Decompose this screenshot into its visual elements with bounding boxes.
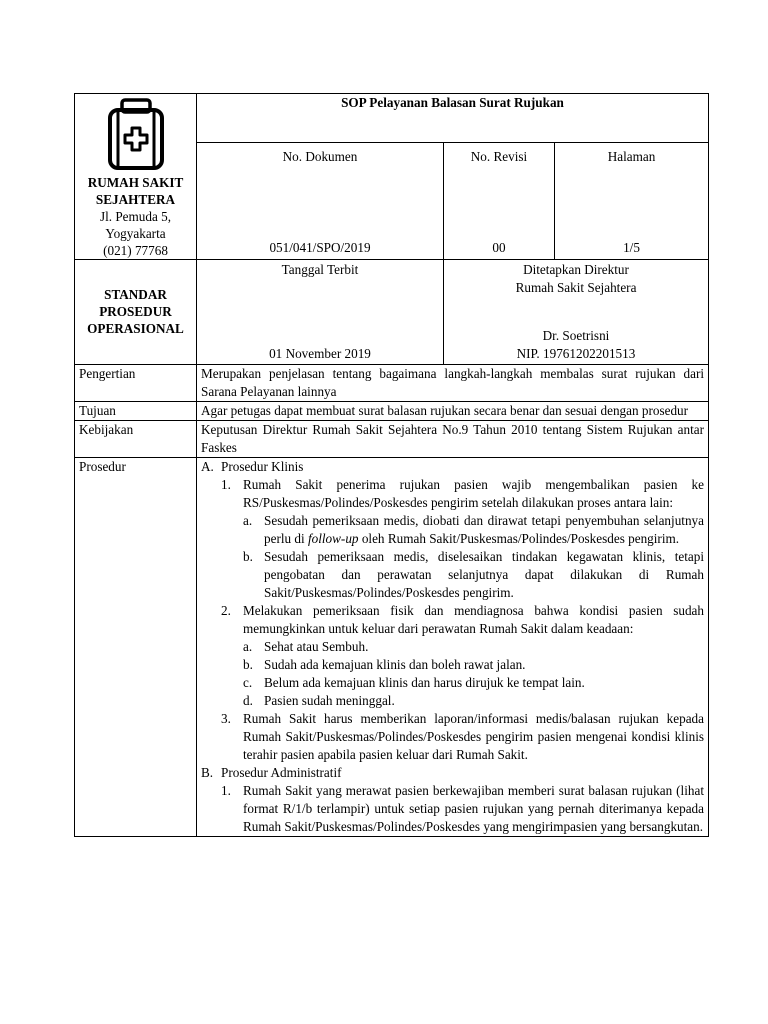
list-item-text [264,512,704,548]
page-value: 1/5 [623,240,640,255]
list-item [221,476,704,512]
hospital-name-line2: SEJAHTERA [95,192,176,207]
tujuan-text: Agar petugas dapat membuat surat balasan rujukan secara benar dan sesuai dengan prosedur [197,402,709,421]
tujuan-label: Tujuan [75,402,197,421]
list-item-text: Sudah ada kemajuan klinis dan boleh rawat jalan. [264,657,526,672]
header-title-row [75,94,709,143]
sop-table [74,93,709,837]
list-marker: a. [243,513,253,528]
doc-number-label: No. Dokumen [282,148,358,164]
sub-list [221,512,704,602]
document-title: SOP Pelayanan Balasan Surat Rujukan [197,94,709,143]
director-signature [444,327,708,363]
list-item [243,674,704,692]
hospital-name-line1: RUMAH SAKIT [87,175,184,190]
revision-value: 00 [492,240,506,255]
list-marker: d. [243,693,253,708]
kebijakan-row [75,421,709,458]
list-item [221,782,704,836]
list-marker: A. [201,459,214,474]
hospital-identity-cell [75,94,197,260]
section-a-heading [201,458,704,476]
medical-kit-icon [96,96,176,172]
section-b-title: Prosedur Administratif [221,765,342,780]
sop-line2: PROSEDUR [99,304,172,319]
section-b-heading [201,764,704,782]
list-item [243,692,704,710]
list-item-text: Rumah Sakit penerima rujukan pasien wajib mengembalikan pasien ke RS/Puskesmas/Polindes/Poskesdes pengirim setelah dilakukan proses antara lain: [243,477,704,510]
sop-label-cell [75,260,197,365]
tujuan-row [75,402,709,421]
issue-date-cell [197,260,444,365]
list-marker: b. [243,657,253,672]
list-item [243,512,704,548]
list-item-text: Belum ada kemajuan klinis dan harus dirujuk ke tempat lain. [264,675,585,690]
sop-line1: STANDAR [104,287,167,302]
address-line1: Jl. Pemuda 5, [99,209,172,224]
section-b-items [201,782,704,836]
pengertian-text: Merupakan penjelasan tentang bagaimana langkah-langkah membalas surat rujukan dari Sarana Pelayanan lainnya [197,365,709,402]
list-item-text: Melakukan pemeriksaan fisik dan mendiagnosa bahwa kondisi pasien sudah memungkinkan untuk keluar dari perawatan Rumah Sakit dalam keadaan: [243,603,704,636]
list-marker: c. [243,675,253,690]
italic-term: follow-up [307,531,359,546]
hospital-name [75,174,196,208]
list-item [243,548,704,602]
list-item [221,602,704,638]
list-item [243,638,704,656]
doc-number-value: 051/041/SPO/2019 [269,240,371,255]
text-segment: Sesudah pemeriksaan medis, diobati dan dirawat tetapi penyembuhan selanjutnya perlu di [264,513,704,546]
list-marker: a. [243,639,253,654]
section-a-title: Prosedur Klinis [221,459,304,474]
prosedur-row [75,458,709,837]
pengertian-row [75,365,709,402]
list-item-text: Sesudah pemeriksaan medis, diselesaikan tindakan kegawatan klinis, tetapi pengobatan dan perawatan selanjutnya dapat dilakukan di Rumah Sakit/Puskesmas/Polindes/Poskesdes pengirim. [264,549,704,600]
kebijakan-text: Keputusan Direktur Rumah Sakit Sejahtera No.9 Tahun 2010 tentang Sistem Rujukan antar Faskes [197,421,709,458]
list-item [221,710,704,764]
list-marker: 2. [221,603,231,618]
list-item [243,656,704,674]
issue-date-label: Tanggal Terbit [281,262,359,277]
approval-line1: Ditetapkan Direktur [523,262,629,277]
page-label: Halaman [607,148,656,164]
revision-cell [444,142,555,260]
kebijakan-label: Kebijakan [75,421,197,458]
list-item-text: Pasien sudah meninggal. [264,693,395,708]
director-nip: NIP. 19761202201513 [516,346,636,361]
hospital-address [75,208,196,259]
approval-heading [444,261,708,297]
director-name: Dr. Soetrisni [542,328,610,343]
address-line2: Yogyakarta [105,226,166,241]
section-a-items [201,476,704,764]
revision-label: No. Revisi [470,148,528,164]
approval-line2: Rumah Sakit Sejahtera [515,280,637,295]
list-item-text: Rumah Sakit harus memberikan laporan/informasi medis/balasan rujukan kepada Rumah Sakit/Puskesmas/Polindes/Poskesdes pengirim pasien mengenai kondisi klinis terahir pasien apabila pasien keluar dari Rumah Sakit. [243,711,704,762]
list-marker: B. [201,765,214,780]
list-marker: 1. [221,477,231,492]
page-cell [555,142,709,260]
hospital-phone: (021) 77768 [103,243,168,258]
prosedur-content [197,458,709,837]
list-item-text: Sehat atau Sembuh. [264,639,369,654]
approval-cell [444,260,709,365]
list-marker: 3. [221,711,231,726]
text-segment: oleh Rumah Sakit/Puskesmas/Polindes/Poskesdes pengirim. [358,531,680,546]
list-marker: b. [243,549,253,564]
list-item-text: Rumah Sakit yang merawat pasien berkewajiban memberi surat balasan rujukan (lihat format R/1/b terlampir) untuk setiap pasien rujukan yang pernah diterimanya kepada Rumah Sakit/Puskesmas/Polindes/Poskesdes yang mengirimpasien yang bersangkutan. [243,783,704,834]
pengertian-label: Pengertian [75,365,197,402]
list-marker: 1. [221,783,231,798]
issue-date-value: 01 November 2019 [269,346,371,361]
sop-line3: OPERASIONAL [87,321,184,336]
sub-list [221,638,704,710]
header-approval-row [75,260,709,365]
sop-label [75,286,196,337]
prosedur-label: Prosedur [75,458,197,837]
doc-number-cell [197,142,444,260]
